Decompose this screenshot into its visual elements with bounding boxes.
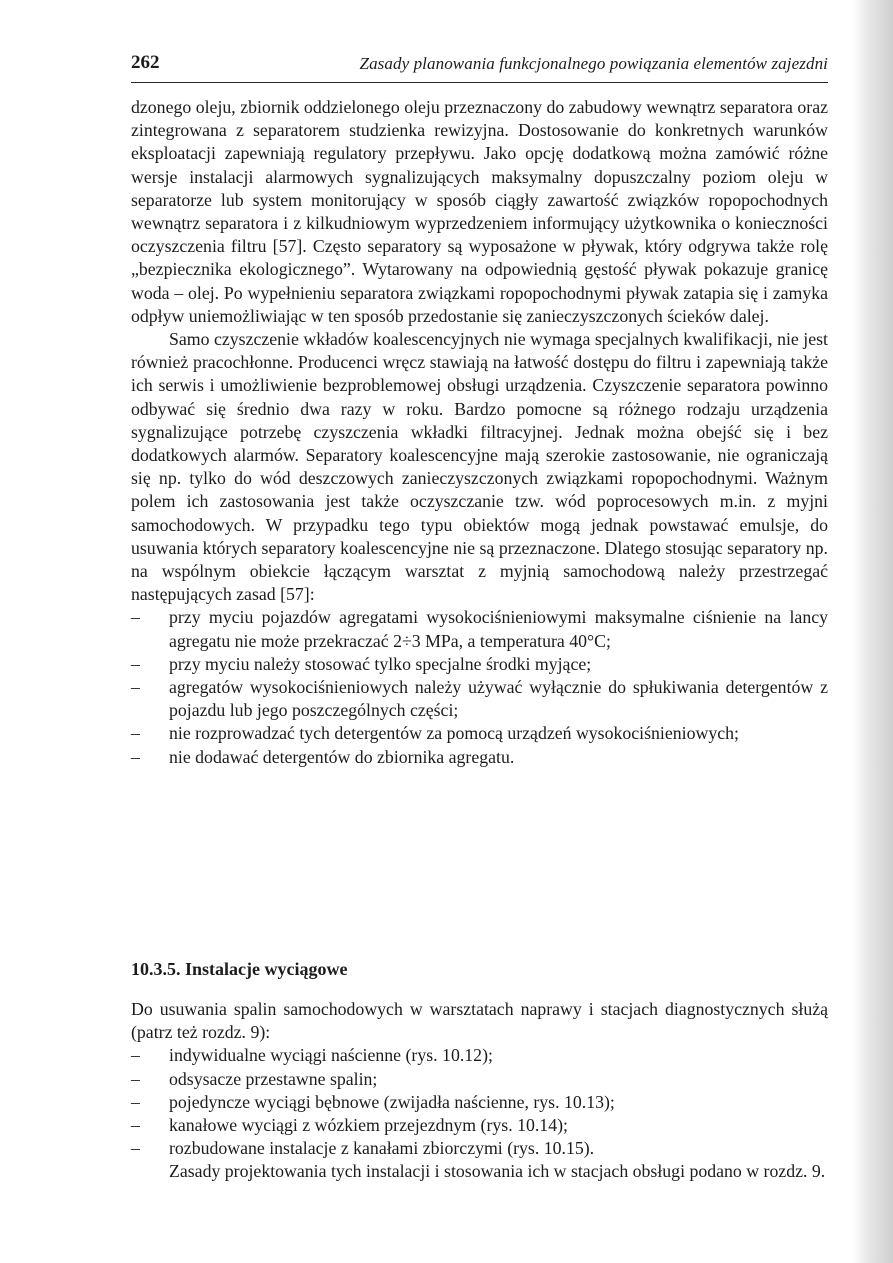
dash-marker: –: [131, 1115, 140, 1136]
list-item-text: nie dodawać detergentów do zbiornika agregatu.: [169, 746, 515, 767]
list-item: [131, 1044, 828, 1067]
section-heading: 10.3.5. Instalacje wyciągowe: [131, 959, 348, 979]
list-item-text: agregatów wysokociśnieniowych należy używać wyłącznie do spłukiwania detergentów z pojazdu lub jego poszczególnych części;: [169, 677, 828, 721]
list-item: [131, 653, 828, 676]
list-item-text: rozbudowane instalacje z kanałami zbiorczymi (rys. 10.15).: [169, 1138, 595, 1159]
dash-marker: –: [131, 723, 140, 744]
page-header: [131, 50, 828, 83]
section-text: [131, 998, 828, 1184]
dash-marker: –: [131, 1045, 140, 1066]
dash-marker: –: [131, 653, 140, 674]
list-item: [131, 746, 828, 769]
rules-list: [131, 606, 828, 768]
exhaust-systems-list: [131, 1044, 828, 1160]
paragraph-cleaning: Samo czyszczenie wkładów koalescencyjnych nie wymaga specjalnych kwalifikacji, nie jest również pracochłonne. Producenci wręcz stawiają na łatwość dostępu do filtru i zapewniają także ich serwis i umożliwienie bezproblemowej obsługi urządzenia. Czyszczenie separatora powinno odbywać się średnio dwa razy w roku. Bardzo pomocne są różnego rodzaju urządzenia sygnalizujące potrzebę czyszczenia wkładki filtracyjnej. Jednak można obejść się i bez dodatkowych alarmów. Separatory koalescencyjne mają szerokie zastosowanie, nie ograniczają się np. tylko do wód deszczowych zanieczyszczonych związkami ropopochodnymi. Ważnym polem ich zastosowania jest także oczyszczanie tzw. wód poprocesowych m.in. z myjni samochodowych. W przypadku tego typu obiektów mogą jednak powstawać emulsje, do usuwania których separatory koalescencyjne nie są przeznaczone. Dlatego stosując separatory np. na wspólnym obiekcie łączącym warsztat z myjnią samochodową należy przestrzegać następujących zasad [57]:: [131, 329, 828, 605]
page-scan-edge: [853, 0, 893, 1263]
list-item-text: odsysacze przestawne spalin;: [169, 1068, 378, 1089]
list-item: [131, 1114, 828, 1137]
list-item: [131, 1137, 828, 1160]
section-intro: Do usuwania spalin samochodowych w warsztatach naprawy i stacjach diagnostycznych służą (patrz też rozdz. 9):: [131, 999, 828, 1043]
section-closing: Zasady projektowania tych instalacji i stosowania ich w stacjach obsługi podano w rozdz. 9.: [169, 1161, 826, 1182]
dash-marker: –: [131, 607, 140, 628]
list-item-text: indywidualne wyciągi naścienne (rys. 10.12);: [169, 1045, 493, 1066]
list-item-text: kanałowe wyciągi z wózkiem przejezdnym (rys. 10.14);: [169, 1115, 568, 1136]
list-item: [131, 606, 828, 652]
list-item: [131, 722, 828, 745]
body-text: [131, 96, 828, 769]
list-item: [131, 1091, 828, 1114]
dash-marker: –: [131, 1091, 140, 1112]
list-item: [131, 1068, 828, 1091]
dash-marker: –: [131, 746, 140, 767]
page-number: 262: [131, 52, 160, 73]
running-title: Zasady planowania funkcjonalnego powiązania elementów zajezdni: [359, 54, 828, 73]
list-item-text: pojedyncze wyciągi bębnowe (zwijadła naścienne, rys. 10.13);: [169, 1091, 615, 1112]
list-item-text: przy myciu należy stosować tylko specjalne środki myjące;: [169, 653, 592, 674]
list-item-text: nie rozprowadzać tych detergentów za pomocą urządzeń wysokociśnieniowych;: [169, 723, 739, 744]
dash-marker: –: [131, 677, 140, 698]
dash-marker: –: [131, 1068, 140, 1089]
list-item: [131, 676, 828, 722]
paragraph-continued: dzonego oleju, zbiornik oddzielonego oleju przeznaczony do zabudowy wewnątrz separatora oraz zintegrowana z separatorem studzienka rewizyjna. Dostosowanie do konkretnych warunków eksploatacji zapewniają regulatory przepływu. Jako opcję dodatkową można zamówić różne wersje instalacji alarmowych sygnalizujących maksymalny dopuszczalny poziom oleju w separatorze lub system monitorujący w sposób ciągły zawartość związków ropopochodnych wewnątrz separatora i z kilkudniowym wyprzedzeniem informujący użytkownika o konieczności oczyszczenia filtru [57]. Często separatory są wyposażone w pływak, który odgrywa także rolę „bezpiecznika ekologicznego”. Wytarowany na odpowiednią gęstość pływak pokazuje granicę woda – olej. Po wypełnieniu separatora związkami ropopochodnymi pływak zatapia się i zamyka odpływ uniemożliwiając w ten sposób przedostanie się zanieczyszczonych ścieków dalej.: [131, 97, 828, 326]
list-item-text: przy myciu pojazdów agregatami wysokociśnieniowymi maksymalne ciśnienie na lancy agregatu nie może przekraczać 2÷3 MPa, a temperatura 40°C;: [169, 607, 828, 651]
dash-marker: –: [131, 1138, 140, 1159]
